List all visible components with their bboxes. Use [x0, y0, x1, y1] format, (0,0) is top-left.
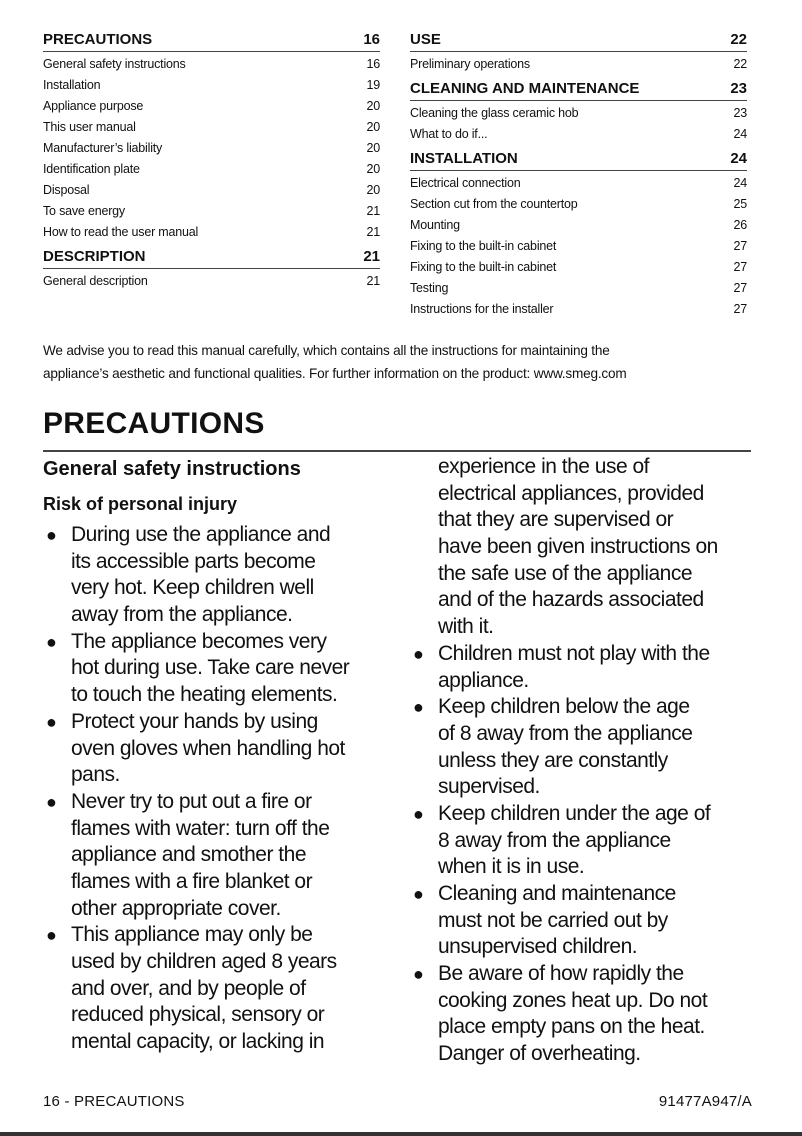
- toc-entry-page: 19: [366, 78, 380, 92]
- bullet-icon: ●: [413, 964, 424, 985]
- toc-entry-label: What to do if...: [410, 127, 488, 141]
- toc-section-heading[interactable]: [410, 78, 747, 101]
- toc-entry-page: 20: [366, 120, 380, 134]
- toc-entry-label: Section cut from the countertop: [410, 197, 578, 211]
- toc-entry-page: 20: [366, 183, 380, 197]
- toc-entry-label: Cleaning the glass ceramic hob: [410, 106, 579, 120]
- section-title: General safety instructions: [43, 458, 301, 480]
- toc-entry-label: Installation: [43, 78, 101, 92]
- toc-entry-page: 23: [733, 106, 747, 120]
- list-item-line: used by children aged 8 years: [71, 950, 337, 973]
- toc-section-heading[interactable]: [43, 246, 380, 269]
- list-item-line: its accessible parts become: [71, 549, 316, 573]
- list-item-line: reduced physical, sensory or: [71, 1003, 325, 1027]
- bullet-list: [410, 454, 755, 1068]
- list-item: [43, 789, 388, 922]
- toc-entry-label: Instructions for the installer: [410, 302, 554, 316]
- toc-section-title: USE: [410, 31, 441, 48]
- toc-entry-page: 21: [366, 225, 380, 239]
- toc-right: [410, 29, 747, 320]
- bottom-divider: [0, 1132, 802, 1136]
- list-item: [43, 629, 388, 709]
- list-item: [410, 961, 755, 1068]
- toc-entry-page: 20: [366, 141, 380, 155]
- list-item-line: cooking zones heat up. Do not: [438, 988, 708, 1012]
- toc-entry-label: Identification plate: [43, 162, 140, 176]
- toc-entry[interactable]: [43, 201, 380, 222]
- toc-entry[interactable]: [43, 138, 380, 159]
- list-item-line: 8 away from the appliance: [438, 828, 671, 852]
- list-item-line: when it is in use.: [438, 855, 585, 879]
- right-column: [410, 454, 755, 1068]
- toc-section-title: PRECAUTIONS: [43, 31, 153, 48]
- toc-entry[interactable]: [410, 194, 747, 215]
- list-item: [410, 801, 755, 881]
- list-item-line: appliance.: [438, 668, 529, 692]
- list-item: [410, 694, 755, 801]
- toc-entry-page: 20: [366, 162, 380, 176]
- list-item-line: Be aware of how rapidly the: [438, 962, 684, 986]
- bullet-icon: ●: [413, 803, 424, 824]
- toc-entry-page: 25: [733, 197, 747, 211]
- list-item: [43, 709, 388, 789]
- list-item-line: other appropriate cover.: [71, 896, 281, 920]
- list-item-line: that they are supervised or: [438, 508, 674, 532]
- bullet-icon: ●: [413, 643, 424, 664]
- toc-section-heading[interactable]: [410, 29, 747, 52]
- toc-entry-page: 16: [366, 57, 380, 71]
- bullet-icon: ●: [46, 925, 57, 946]
- toc-entry[interactable]: [410, 236, 747, 257]
- toc-left: [43, 29, 380, 292]
- list-item-line: Children must not play with the: [438, 641, 710, 665]
- list-item-line: hot during use. Take care never: [71, 656, 350, 680]
- toc-section-page: 22: [730, 31, 747, 48]
- toc-entry[interactable]: [43, 96, 380, 117]
- toc-entry-label: Testing: [410, 281, 449, 295]
- toc-entry-label: Fixing to the built-in cabinet: [410, 260, 557, 274]
- list-item-line: mental capacity, or lacking in: [71, 1030, 325, 1054]
- list-item-line: electrical appliances, provided: [438, 481, 704, 505]
- toc-section-title: INSTALLATION: [410, 150, 518, 167]
- bullet-icon: ●: [46, 631, 57, 652]
- bullet-list: [43, 522, 388, 1056]
- list-item-line: This appliance may only be: [71, 923, 313, 947]
- toc-section-heading[interactable]: [43, 29, 380, 52]
- list-item-line: supervised.: [438, 775, 540, 799]
- toc-entry-label: To save energy: [43, 204, 125, 218]
- toc-entry-page: 24: [733, 176, 747, 190]
- bullet-icon: ●: [413, 697, 424, 718]
- bullet-icon: ●: [413, 884, 424, 904]
- list-item-line: must not be carried out by: [438, 908, 668, 932]
- toc-entry-label: Preliminary operations: [410, 57, 530, 71]
- toc-entry-label: General safety instructions: [43, 57, 186, 71]
- toc-entry[interactable]: [43, 159, 380, 180]
- toc-entry[interactable]: [43, 54, 380, 75]
- toc-entry[interactable]: [410, 124, 747, 145]
- list-item-line: with it.: [438, 615, 494, 639]
- toc-entry-page: 26: [733, 218, 747, 232]
- toc-entry-page: 27: [733, 281, 747, 295]
- list-item-line: flames with water: turn off the: [71, 816, 330, 840]
- toc-entry[interactable]: [410, 103, 747, 124]
- toc-entry[interactable]: [410, 299, 747, 320]
- toc-entry-page: 27: [733, 239, 747, 253]
- toc-entry[interactable]: [43, 222, 380, 243]
- list-item-line: and of the hazards associated: [438, 588, 704, 612]
- toc-entry[interactable]: [410, 173, 747, 194]
- list-item-line: very hot. Keep children well: [71, 576, 314, 600]
- toc-entry[interactable]: [410, 54, 747, 75]
- toc-entry[interactable]: [43, 180, 380, 201]
- list-item: [410, 881, 755, 961]
- list-item-line: experience in the use of: [438, 455, 649, 478]
- list-item-line: place empty pans on the heat.: [438, 1015, 705, 1039]
- toc-entry[interactable]: [410, 215, 747, 236]
- toc-entry[interactable]: [43, 75, 380, 96]
- toc-entry-page: 21: [366, 204, 380, 218]
- toc-section-page: 21: [363, 248, 380, 265]
- toc-entry[interactable]: [410, 278, 747, 299]
- list-item-line: Protect your hands by using: [71, 709, 318, 733]
- bullet-icon: ●: [46, 711, 57, 732]
- toc-entry-label: Appliance purpose: [43, 99, 144, 113]
- toc-entry[interactable]: [43, 271, 380, 292]
- toc-entry-label: Disposal: [43, 183, 90, 197]
- toc-entry[interactable]: [43, 117, 380, 138]
- list-item-line: Keep children under the age of: [438, 801, 711, 825]
- toc-entry-page: 24: [733, 127, 747, 141]
- toc-section-heading[interactable]: [410, 148, 747, 171]
- toc-entry-label: Electrical connection: [410, 176, 521, 190]
- list-item-line: have been given instructions on: [438, 535, 718, 559]
- list-item: [410, 641, 755, 694]
- toc-section-title: CLEANING AND MAINTENANCE: [410, 80, 640, 97]
- list-item-line: and over, and by people of: [71, 976, 306, 1000]
- toc-section-title: DESCRIPTION: [43, 248, 146, 265]
- list-item-line: Danger of overheating.: [438, 1042, 641, 1066]
- list-item-line: Never try to put out a fire or: [71, 789, 312, 813]
- toc-section-page: 23: [730, 80, 747, 97]
- toc-entry-label: Mounting: [410, 218, 460, 232]
- page-heading: PRECAUTIONS: [43, 407, 265, 440]
- toc-entry-page: 27: [733, 260, 747, 274]
- intro-line: appliance’s aesthetic and functional qualities. For further information on the product: www.smeg.com: [43, 366, 627, 381]
- heading-divider: [43, 450, 751, 452]
- toc-entry-label: How to read the user manual: [43, 225, 199, 239]
- toc-entry[interactable]: [410, 257, 747, 278]
- list-item-line: of 8 away from the appliance: [438, 721, 693, 745]
- list-item-line: oven gloves when handling hot: [71, 736, 345, 760]
- footer-doc-code: 91477A947/A: [658, 1093, 752, 1110]
- list-item-line: unsupervised children.: [438, 935, 638, 959]
- toc-entry-label: This user manual: [43, 120, 136, 134]
- subsection-title: Risk of personal injury: [43, 494, 238, 514]
- toc-entry-label: Fixing to the built-in cabinet: [410, 239, 557, 253]
- list-item: [43, 922, 388, 1055]
- list-item-line: the safe use of the appliance: [438, 561, 693, 585]
- list-item-line: to touch the heating elements.: [71, 683, 338, 707]
- list-item-line: unless they are constantly: [438, 748, 668, 772]
- list-item-line: pans.: [71, 763, 120, 787]
- toc-entry-label: General description: [43, 274, 148, 288]
- list-item-line: During use the appliance and: [71, 523, 331, 546]
- toc-entry-label: Manufacturer’s liability: [43, 141, 163, 155]
- toc-entry-page: 20: [366, 99, 380, 113]
- bullet-icon: ●: [46, 791, 57, 812]
- list-item-line: flames with a fire blanket or: [71, 869, 313, 893]
- bullet-icon: ●: [46, 525, 57, 545]
- left-column: [43, 454, 388, 1056]
- intro-paragraph: [43, 339, 763, 385]
- list-item-line: away from the appliance.: [71, 603, 293, 627]
- toc-entry-page: 21: [366, 274, 380, 288]
- footer-page-label: 16 - PRECAUTIONS: [43, 1093, 185, 1110]
- toc-entry-page: 22: [733, 57, 747, 71]
- list-item-line: appliance and smother the: [71, 843, 306, 867]
- intro-line: We advise you to read this manual carefully, which contains all the instructions for maintaining the: [43, 343, 610, 358]
- list-item: [410, 454, 755, 641]
- toc-section-page: 16: [363, 31, 380, 48]
- list-item-line: Cleaning and maintenance: [438, 882, 676, 905]
- list-item-line: Keep children below the age: [438, 695, 690, 719]
- list-item: [43, 522, 388, 629]
- toc-entry-page: 27: [733, 302, 747, 316]
- toc-section-page: 24: [730, 150, 747, 167]
- list-item-line: The appliance becomes very: [71, 629, 327, 653]
